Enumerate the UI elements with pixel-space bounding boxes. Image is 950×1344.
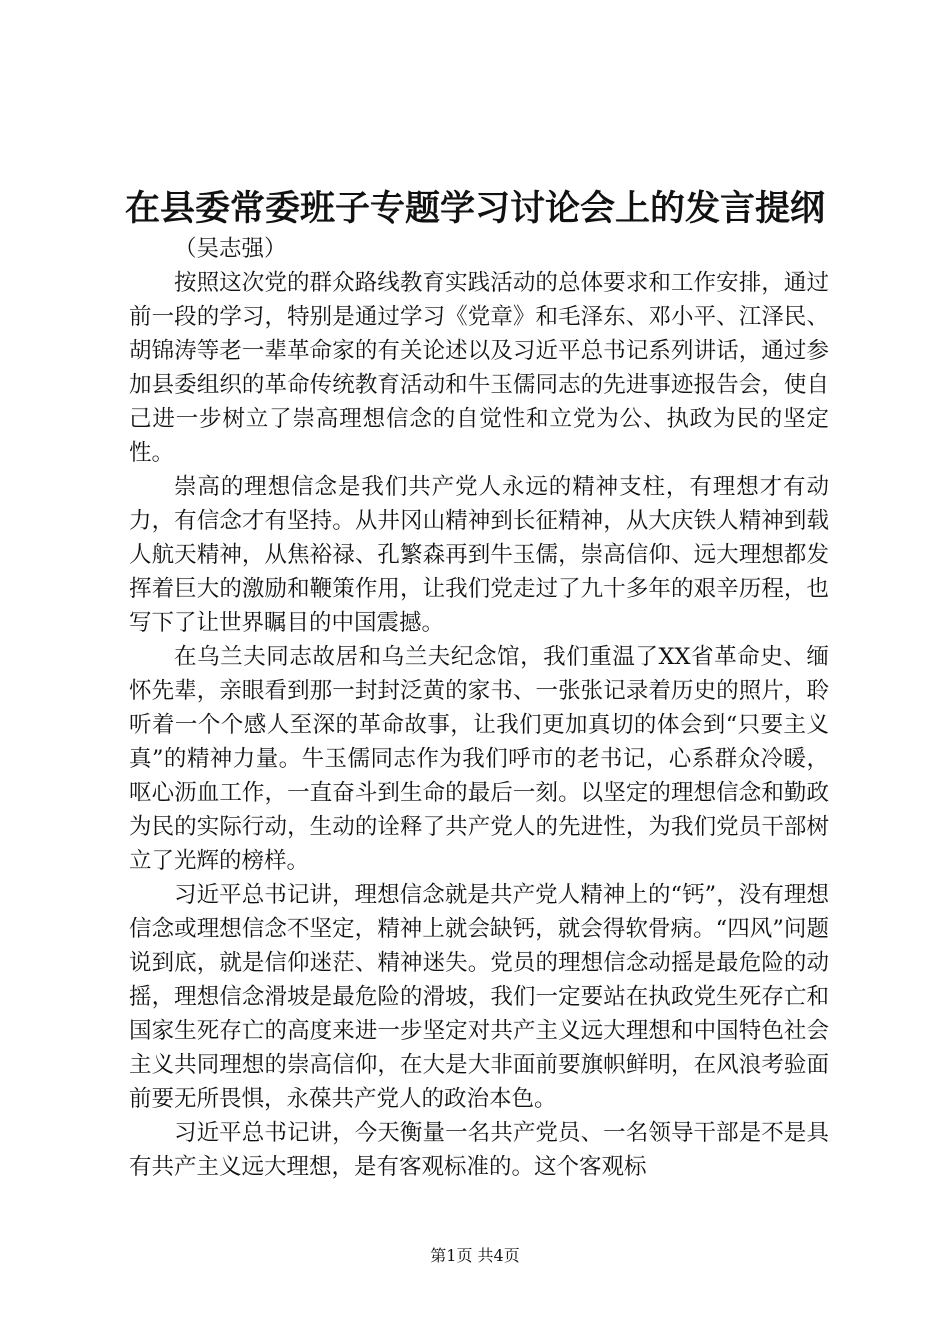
author-line: （吴志强） (174, 236, 287, 262)
page-indicator: 第1页 共4页 (430, 1246, 520, 1265)
document-title: 在县委常委班子专题学习讨论会上的发言提纲 (124, 188, 825, 229)
paragraph-3: 在乌兰夫同志故居和乌兰夫纪念馆，我们重温了XX省革命史、缅怀先辈，亲眼看到那一封封泛黄的家书、一张张记录着历史的照片，聆听着一个个感人至深的革命故事，让我们更加真切的体会到“只要主义真”的精神力量。牛玉儒同志作为我们呼市的老书记，心系群众冷暖，呕心沥血工作，一直奋斗到生命的最后一刻。以坚定的理想信念和勤政为民的实际行动，生动的诠释了共产党人的先进性，为我们党员干部树立了光辉的榜样。 (129, 644, 829, 874)
paragraph-4: 习近平总书记讲，理想信念就是共产党人精神上的“钙”，没有理想信念或理想信念不坚定，精神上就会缺钙，就会得软骨病。“四风”问题说到底，就是信仰迷茫、精神迷失。党员的理想信念动摇是最危险的动摇，理想信念滑坡是最危险的滑坡，我们一定要站在执政党生死存亡和国家生死存亡的高度来进一步坚定对共产主义远大理想和中国特色社会主义共同理想的崇高信仰，在大是大非面前要旗帜鲜明，在风浪考验面前要无所畏惧，永葆共产党人的政治本色。 (129, 882, 829, 1112)
paragraph-1: 按照这次党的群众路线教育实践活动的总体要求和工作安排，通过前一段的学习，特别是通过学习《党章》和毛泽东、邓小平、江泽民、胡锦涛等老一辈革命家的有关论述以及习近平总书记系列讲话，通过参加县委组织的革命传统教育活动和牛玉儒同志的先进事迹报告会，使自己进一步树立了崇高理想信念的自觉性和立党为公、执政为民的坚定性。 (129, 270, 829, 466)
page-footer (0, 1244, 950, 1268)
paragraph-5: 习近平总书记讲，今天衡量一名共产党员、一名领导干部是不是具有共产主义远大理想，是有客观标准的。这个客观标 (129, 1120, 829, 1180)
paragraph-2: 崇高的理想信念是我们共产党人永远的精神支柱，有理想才有动力，有信念才有坚持。从井冈山精神到长征精神，从大庆铁人精神到载人航天精神，从焦裕禄、孔繁森再到牛玉儒，崇高信仰、远大理想都发挥着巨大的激励和鞭策作用，让我们党走过了九十多年的艰辛历程，也写下了让世界瞩目的中国震撼。 (129, 474, 829, 636)
document-body (129, 232, 829, 1184)
